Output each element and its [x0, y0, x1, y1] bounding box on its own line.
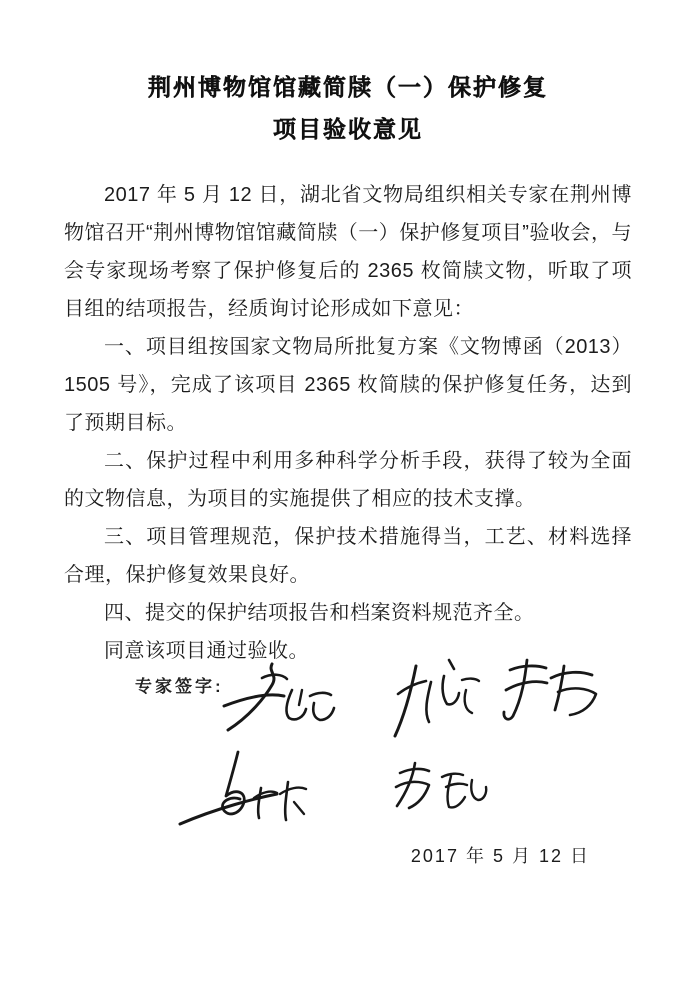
paragraph-item-2: 二、保护过程中利用多种科学分析手段，获得了较为全面的文物信息，为项目的实施提供了相应的技术支撑。	[64, 450, 632, 510]
handwritten-signature-1	[212, 658, 337, 747]
signature-label: 专家签字:	[135, 677, 224, 696]
handwritten-signature-3	[492, 656, 604, 735]
handwritten-signature-2	[386, 654, 486, 753]
document-body	[64, 176, 632, 670]
paragraph-item-1: 一、项目组按国家文物局所批复方案《文物博函（2013）1505 号》，完成了该项目 2365 枚简牍的保护修复任务，达到了预期目标。	[64, 336, 632, 434]
document-date: 2017 年 5 月 12 日	[410, 846, 590, 866]
paragraph-conclusion: 同意该项目通过验收。	[104, 640, 309, 662]
title-line-2: 项目验收意见	[273, 116, 423, 142]
title-line-1: 荆州博物馆馆藏简牍（一）保护修复	[148, 74, 548, 100]
paragraph-intro: 2017 年 5 月 12 日，湖北省文物局组织相关专家在荆州博物馆召开“荆州博物馆馆藏简牍（一）保护修复项目”验收会，与会专家现场考察了保护修复后的 2365 枚简牍文物，听取了项目组的结项报告，经质询讨论形成如下意见：	[64, 184, 632, 320]
handwritten-signature-5	[380, 760, 492, 825]
paragraph-item-3: 三、项目管理规范，保护技术措施得当，工艺、材料选择合理，保护修复效果良好。	[64, 526, 632, 586]
paragraph-item-4: 四、提交的保护结项报告和档案资料规范齐全。	[104, 602, 535, 624]
document-title	[0, 0, 696, 144]
handwritten-signature-4	[175, 746, 315, 841]
